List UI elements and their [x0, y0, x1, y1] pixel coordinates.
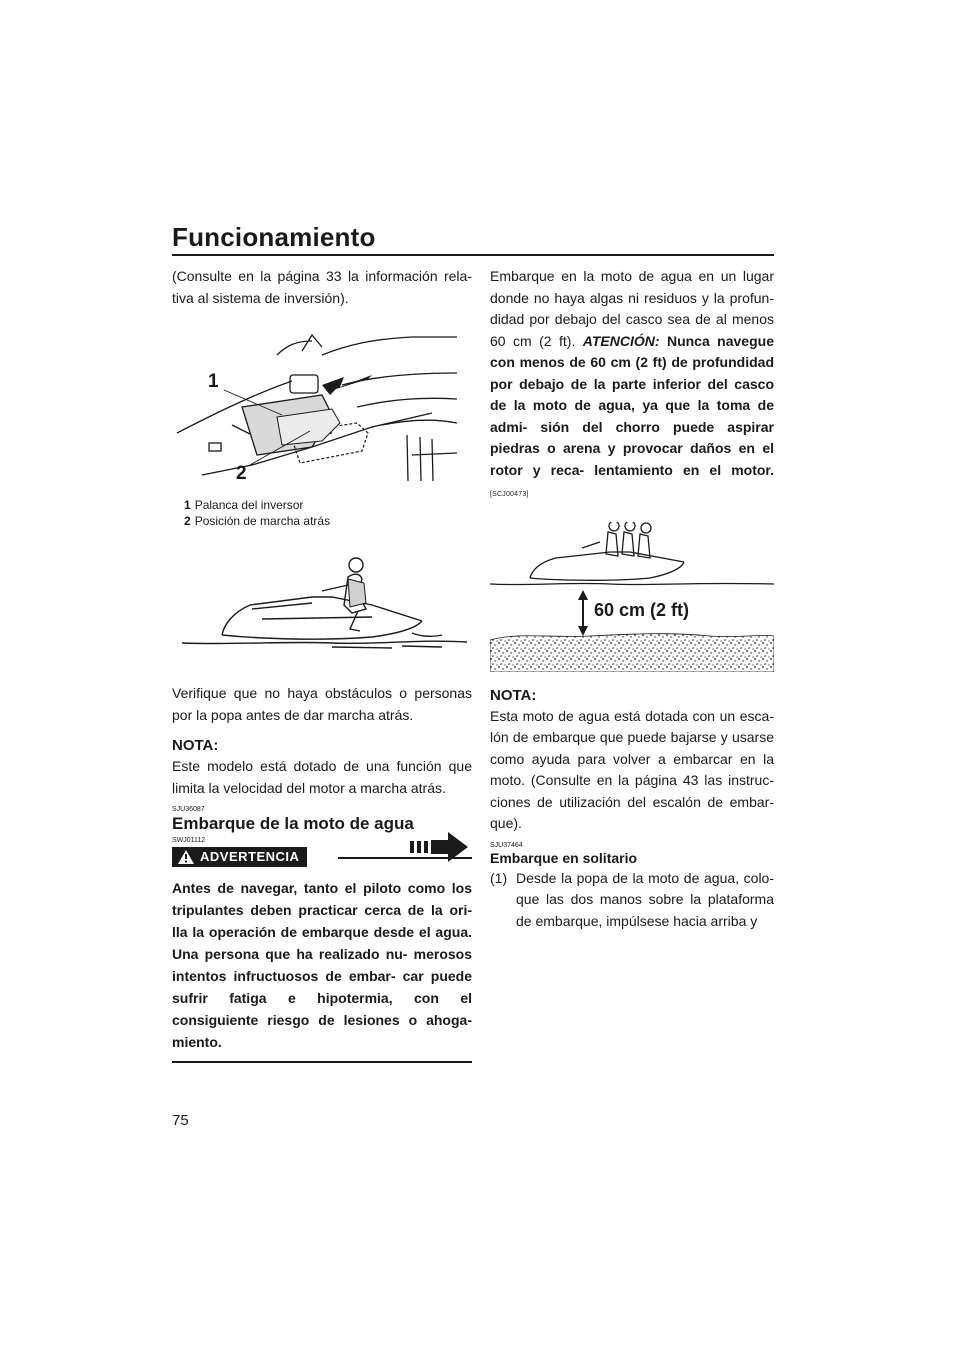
- callout-2: 2: [236, 463, 247, 484]
- figure-reverse-riding: [172, 547, 472, 657]
- legend-item: 1 Palanca del inversor: [184, 498, 304, 512]
- boarding-depth-text: Embarque en la moto de agua en un lugar donde no haya algas ni residuos y la profun- didad por debajo del casco sea de al menos 60 cm (2 ft). ATENCIÓN: Nunca navegue con menos de 60 cm (2 ft) de profundidad por debajo de la parte inferior del casco de la moto de agua, ya que la toma de admi- sión del chorro puede aspirar piedras o arena y provocar daños en el rotor y reca- lentamiento en el motor. [SCJ00473]: [490, 268, 774, 498]
- warning-rule: [338, 857, 472, 859]
- legend-item: 2 Posición de marcha atrás: [184, 514, 331, 528]
- warning-code: SWJ01112: [172, 837, 206, 844]
- figure-depth: [490, 522, 774, 672]
- callout-1: 1: [208, 371, 219, 392]
- intro-text: (Consulte en la página 33 la información rela- tiva al sistema de inversión).: [172, 268, 472, 306]
- subsection-code: SJU37464: [490, 841, 523, 849]
- rider-watercraft-illustration: [172, 547, 472, 657]
- depth-diagram-illustration: [490, 522, 774, 672]
- verify-text: Verifique que no haya obstáculos o personas por la popa antes de dar marcha atrás.: [172, 685, 472, 723]
- header-rule: [172, 254, 774, 256]
- subsection-title: Embarque en solitario: [490, 849, 638, 866]
- right-column: [490, 264, 774, 932]
- section-code: SJU36087: [172, 806, 205, 813]
- page-number: 75: [172, 1112, 189, 1129]
- section-title: Embarque de la moto de agua: [172, 814, 414, 833]
- figure-legend: [184, 497, 472, 529]
- warning-block: [172, 847, 472, 1063]
- step-number: (1): [490, 869, 508, 886]
- warning-text: Antes de navegar, tanto el piloto como los tripulantes deben practicar cerca de la ori- lla la operación de embarque desde el agua. Una persona que ha realizado nu- merosos intentos infructuosos de embar- car puede sufrir fatiga e hipotermia, con el consiguiente riesgo de lesiones o ahoga- miento.: [172, 877, 472, 1063]
- step-text: Desde la popa de la moto de agua, colo- que las dos manos sobre la plataforma de embarque, impúlsese hacia arriba y: [516, 869, 774, 929]
- left-column: [172, 264, 472, 1063]
- nota-text: Este modelo está dotado de una función que limita la velocidad del motor a marcha atrás.: [172, 758, 472, 796]
- warning-badge: ADVERTENCIA: [172, 847, 307, 867]
- reverse-lever-illustration: [172, 315, 462, 493]
- depth-label: 60 cm (2 ft): [594, 599, 690, 620]
- warning-triangle-icon: [178, 850, 194, 864]
- list-item: [490, 868, 774, 933]
- nota-text: Esta moto de agua está dotada con un esca- lón de embarque que puede bajarse y usarse como ayuda para volver a embarcar en la moto. (Consulte en la página 43 las instruc- ciones de utilización del escalón de embar- que).: [490, 707, 774, 831]
- nota-label: NOTA:: [172, 737, 219, 754]
- nota-label: NOTA:: [490, 686, 537, 704]
- figure-reverse-lever: [172, 315, 462, 493]
- page-title: Funcionamiento: [172, 222, 376, 252]
